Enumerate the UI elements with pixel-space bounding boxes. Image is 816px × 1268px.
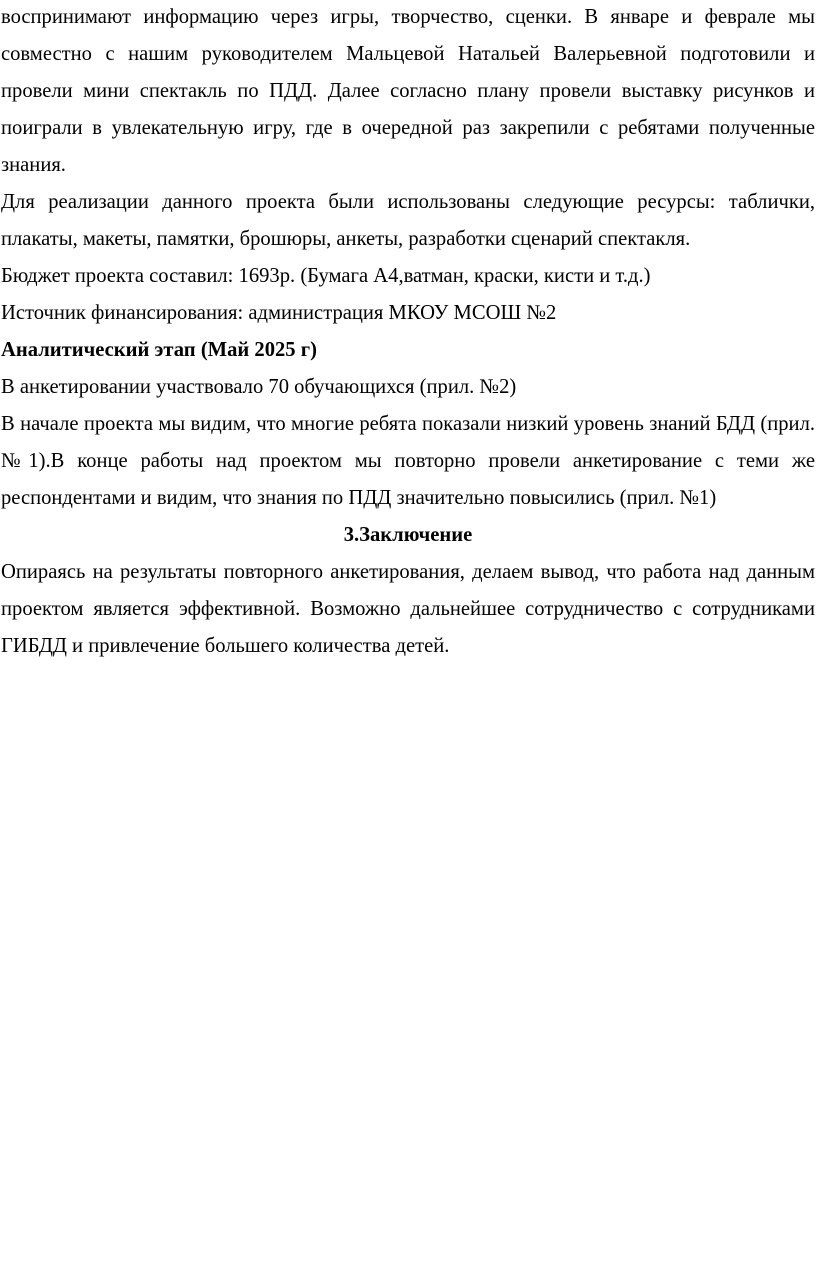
intro-paragraph: воспринимают информацию через игры, творчество, сценки. В январе и феврале мы совместно с нашим руководителем Мальцевой Натальей Валерьевной подготовили и провели мини спектакль по ПДД. Далее согласно плану провели выставку рисунков и поиграли в увлекательную игру, где в очередной раз закрепили с ребятами полученные знания. (1, 6, 815, 176)
resources-paragraph: Для реализации данного проекта были использованы следующие ресурсы: таблички, плакаты, макеты, памятки, брошюры, анкеты, разработки сценарий спектакля. (1, 191, 815, 250)
conclusion-paragraph: Опираясь на результаты повторного анкетирования, делаем вывод, что работа над данным проектом является эффективной. Возможно дальнейшее сотрудничество с сотрудниками ГИБДД и привлечение большего количества детей. (1, 561, 815, 657)
conclusion-heading: 3.Заключение (343, 524, 473, 546)
survey-paragraph: В анкетировании участвовало 70 обучающихся (прил. №2) (1, 376, 517, 398)
budget-paragraph: Бюджет проекта составил: 1693р. (Бумага А4,ватман, краски, кисти и т.д.) (1, 265, 651, 287)
funding-paragraph: Источник финансирования: администрация МКОУ МСОШ №2 (1, 302, 557, 324)
results-paragraph: В начале проекта мы видим, что многие ребята показали низкий уровень знаний БДД (прил. №1).В конце работы над проектом мы повторно провели анкетирование с теми же респондентами и видим, что знания по ПДД значительно повысились (прил. №1) (1, 413, 815, 509)
analytic-stage-heading: Аналитический этап (Май 2025 г) (1, 339, 317, 361)
